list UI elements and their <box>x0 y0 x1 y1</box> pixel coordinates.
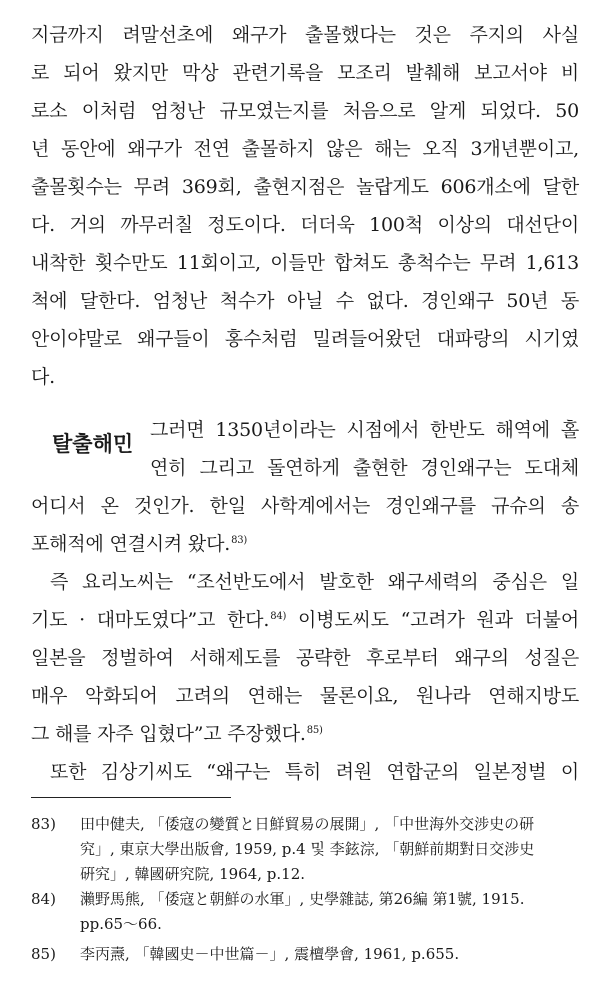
footnote-text: pp.65～66. <box>80 915 162 933</box>
footnote-text: 硏究」, 韓國硏究院, 1964, p.12. <box>80 865 306 883</box>
body-line <box>31 720 579 748</box>
body-text: 이병도씨도 “고려가 원과 더불어 <box>286 609 579 631</box>
footnote-text: 瀨野馬熊, 「倭寇と朝鮮の水軍」, 史學雜誌, 第26編 第1號, 1915. <box>80 890 525 908</box>
body-line: 년 동안에 왜구가 전연 출몰하지 않은 해는 오직 3개년뿐이고, <box>31 138 579 160</box>
footnote-ref-85[interactable]: 85) <box>306 724 323 736</box>
body-line: 어디서 온 것인가. 한일 사학계에서는 경인왜구를 규슈의 송 <box>31 495 579 517</box>
body-line: 안이야말로 왜구들이 홍수처럼 밀려들어왔던 대파랑의 시기였 <box>31 328 579 350</box>
body-line: 또한 김상기씨도 “왜구는 특히 려원 연합군의 일본정벌 이 <box>50 761 579 783</box>
body-line <box>31 606 579 634</box>
body-text: 포해적에 연결시켜 왔다. <box>31 533 231 555</box>
footnote-ref-84[interactable]: 84) <box>270 610 287 622</box>
body-line: 다. <box>31 366 55 388</box>
footnote-number: 85) <box>31 945 56 963</box>
body-text: 기도 · 대마도였다”고 한다. <box>31 609 270 631</box>
body-line <box>31 530 579 558</box>
footnote-number: 83) <box>31 815 56 833</box>
body-line: 출몰횟수는 무려 369회, 출현지점은 놀랍게도 606개소에 달한 <box>31 176 579 198</box>
body-line: 내착한 횟수만도 11회이고, 이들만 합쳐도 총척수는 무려 1,613 <box>31 252 579 274</box>
footnote-text: 李丙燾, 「韓國史－中世篇－」, 震檀學會, 1961, p.655. <box>80 945 460 963</box>
body-line: 로 되어 왔지만 막상 관련기록을 모조리 발췌해 보고서야 비 <box>31 62 579 84</box>
body-line: 다. 거의 까무러칠 정도이다. 더더욱 100척 이상의 대선단이 <box>31 214 579 236</box>
footnote-divider <box>31 797 231 798</box>
footnote-number: 84) <box>31 890 56 908</box>
section-side-heading: 탈출해민 <box>52 432 134 456</box>
footnote-text: 究」, 東京大學出版會, 1959, p.4 및 李鉉淙, 「朝鮮前期對日交涉史 <box>80 840 535 858</box>
body-line: 그러면 1350년이라는 시점에서 한반도 해역에 홀 <box>150 419 579 441</box>
body-line: 연히 그리고 돌연하게 출현한 경인왜구는 도대체 <box>150 457 579 479</box>
body-line: 즉 요리노씨는 “조선반도에서 발호한 왜구세력의 중심은 일 <box>50 571 579 593</box>
footnote-ref-83[interactable]: 83) <box>231 534 248 546</box>
body-line: 척에 달한다. 엄청난 척수가 아닐 수 없다. 경인왜구 50년 동 <box>31 290 579 312</box>
footnote-text: 田中健夫, 「倭寇の變質と日鮮貿易の展開」, 「中世海外交涉史の研 <box>80 815 535 833</box>
body-line: 로소 이처럼 엄청난 규모였는지를 처음으로 알게 되었다. 50 <box>31 100 579 122</box>
body-line: 지금까지 려말선초에 왜구가 출몰했다는 것은 주지의 사실 <box>31 24 579 46</box>
body-line: 일본을 정벌하여 서해제도를 공략한 후로부터 왜구의 성질은 <box>31 647 579 669</box>
body-line: 매우 악화되어 고려의 연해는 물론이요, 원나라 연해지방도 <box>31 685 579 707</box>
body-text: 그 해를 자주 입혔다”고 주장했다. <box>31 723 306 745</box>
